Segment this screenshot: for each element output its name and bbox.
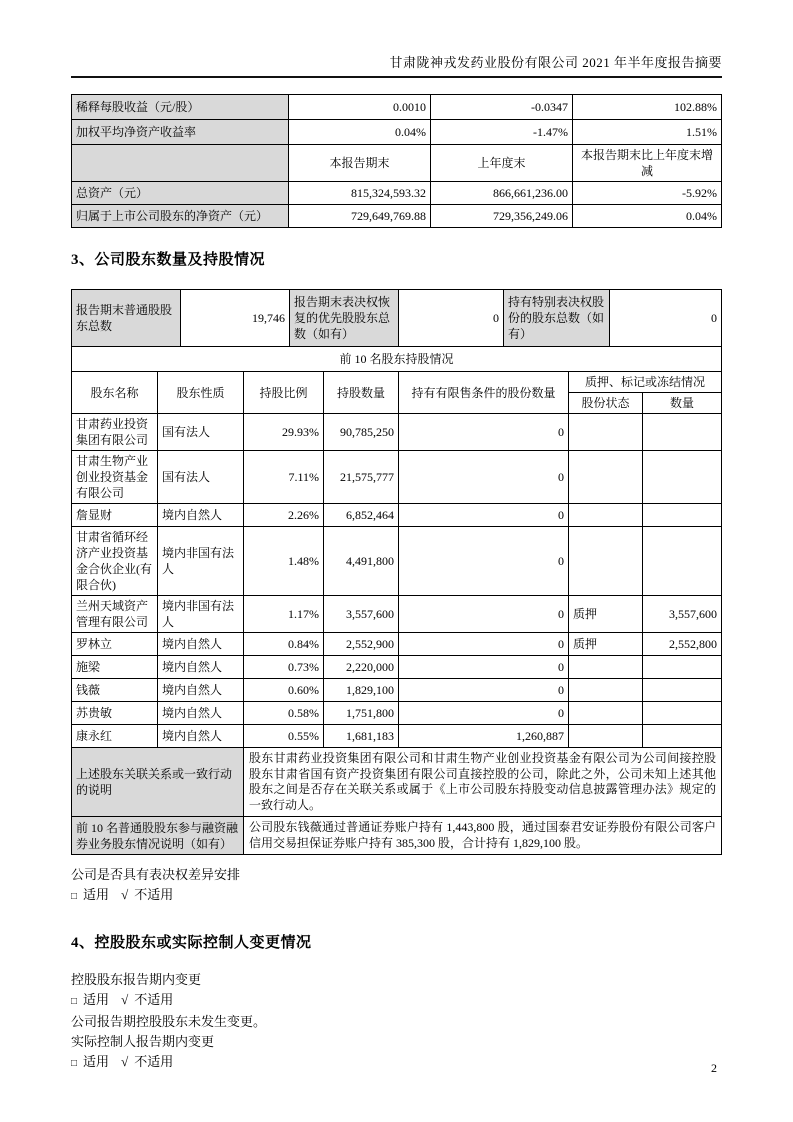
shareholding-ratio-cell: 0.58%	[244, 702, 324, 725]
shareholder-row	[72, 504, 722, 527]
current-period-value-cell: 0.04%	[289, 120, 431, 145]
col-header-status: 股份状态	[569, 393, 643, 414]
check-icon: √	[121, 992, 129, 1007]
common-shareholders-count-value: 19,746	[181, 290, 290, 347]
restricted-shares-cell: 0	[399, 451, 569, 504]
shareholder-nature-cell: 境内非国有法人	[158, 596, 244, 633]
shareholder-nature-cell: 境内自然人	[158, 504, 244, 527]
metric-label-cell: 稀释每股收益（元/股）	[72, 95, 289, 120]
top-ten-shareholders-table	[71, 346, 722, 855]
col-header-name: 股东名称	[72, 372, 158, 414]
shareholder-row	[72, 633, 722, 656]
pledge-amount-cell	[643, 451, 722, 504]
shareholder-name-cell: 罗林立	[72, 633, 158, 656]
table-header-row	[72, 372, 722, 393]
shareholding-ratio-cell: 2.26%	[244, 504, 324, 527]
shareholder-row	[72, 656, 722, 679]
shareholding-ratio-cell: 1.17%	[244, 596, 324, 633]
shareholder-name-cell: 钱薇	[72, 679, 158, 702]
common-shareholders-count-label: 报告期末普通股股东总数	[72, 290, 181, 347]
pledge-status-cell: 质押	[569, 596, 643, 633]
shareholder-name-cell: 甘肃药业投资集团有限公司	[72, 414, 158, 451]
restricted-shares-cell: 0	[399, 656, 569, 679]
prior-period-header-cell: 上年度末	[431, 145, 573, 182]
change-header-cell: 本报告期末比上年度末增减	[573, 145, 722, 182]
metric-label-cell: 总资产（元）	[72, 182, 289, 205]
pledge-status-cell	[569, 656, 643, 679]
applicable-label: 适用	[83, 1054, 110, 1069]
change-value-cell: 102.88%	[573, 95, 722, 120]
applicable-label: 适用	[83, 887, 110, 902]
prior-period-value-cell: -1.47%	[431, 120, 573, 145]
shareholder-name-cell: 施梁	[72, 656, 158, 679]
not-applicable-label: 不适用	[134, 1054, 174, 1069]
table-row	[72, 182, 722, 205]
shares-held-cell: 90,785,250	[324, 414, 399, 451]
shareholder-nature-cell: 境内自然人	[158, 702, 244, 725]
related-party-note-label: 上述股东关联关系或一致行动的说明	[72, 748, 244, 817]
pledge-amount-cell	[643, 504, 722, 527]
shareholding-ratio-cell: 0.73%	[244, 656, 324, 679]
shareholding-ratio-cell: 29.93%	[244, 414, 324, 451]
restricted-shares-cell: 0	[399, 679, 569, 702]
pledge-amount-cell: 3,557,600	[643, 596, 722, 633]
preferred-shareholders-count-label: 报告期末表决权恢复的优先股股东总数（如有）	[290, 290, 399, 347]
pledge-status-cell	[569, 527, 643, 596]
pledge-amount-cell: 2,552,800	[643, 633, 722, 656]
shareholding-ratio-cell: 0.84%	[244, 633, 324, 656]
col-header-restricted: 持有有限售条件的股份数量	[399, 372, 569, 414]
no-change-note-line: 公司报告期控股股东未发生变更。	[71, 1014, 267, 1029]
shareholding-ratio-cell: 7.11%	[244, 451, 324, 504]
blank-header-cell	[72, 145, 289, 182]
special-voting-shareholders-count-label: 持有特别表决权股份的股东总数（如有）	[504, 290, 610, 347]
pledge-status-cell	[569, 451, 643, 504]
current-period-value-cell: 729,649,769.88	[289, 205, 431, 228]
table-row	[72, 95, 722, 120]
shares-held-cell: 1,751,800	[324, 702, 399, 725]
metric-label-cell: 加权平均净资产收益率	[72, 120, 289, 145]
shareholder-row	[72, 725, 722, 748]
shareholder-nature-cell: 国有法人	[158, 451, 244, 504]
related-party-note-text: 股东甘肃药业投资集团有限公司和甘肃生物产业创业投资基金有限公司为公司间接控股股东甘肃省国有资产投资集团有限公司直接控股的公司，除此之外，公司未知上述其他股东之间是否存在关联关系或属于《上市公司股东持股变动信息披露管理办法》规定的一致行动人。	[244, 748, 722, 817]
preferred-shareholders-count-value: 0	[399, 290, 504, 347]
shareholder-nature-cell: 境内非国有法人	[158, 527, 244, 596]
pledge-amount-cell	[643, 656, 722, 679]
restricted-shares-cell: 0	[399, 504, 569, 527]
pledge-status-cell	[569, 702, 643, 725]
shareholder-nature-cell: 境内自然人	[158, 679, 244, 702]
col-header-qty: 持股数量	[324, 372, 399, 414]
pledge-status-cell	[569, 414, 643, 451]
actual-controller-change-line: 实际控制人报告期内变更	[71, 1034, 215, 1049]
pledge-status-cell	[569, 679, 643, 702]
shareholding-ratio-cell: 0.60%	[244, 679, 324, 702]
check-icon: √	[121, 1054, 129, 1069]
check-icon: √	[121, 887, 129, 902]
table-header-row	[72, 145, 722, 182]
shares-held-cell: 1,829,100	[324, 679, 399, 702]
col-header-amount: 数量	[643, 393, 722, 414]
restricted-shares-cell: 0	[399, 414, 569, 451]
shareholder-name-cell: 甘肃生物产业创业投资基金有限公司	[72, 451, 158, 504]
table-row	[72, 205, 722, 228]
pledge-amount-cell	[643, 725, 722, 748]
shareholding-ratio-cell: 0.55%	[244, 725, 324, 748]
shares-held-cell: 6,852,464	[324, 504, 399, 527]
change-value-cell: 1.51%	[573, 120, 722, 145]
not-applicable-label: 不适用	[134, 992, 174, 1007]
section-4-heading: 4、控股股东或实际控制人变更情况	[71, 935, 312, 951]
shareholder-name-cell: 詹显财	[72, 504, 158, 527]
pledge-amount-cell	[643, 414, 722, 451]
shareholder-row	[72, 451, 722, 504]
checkbox-unchecked-icon: □	[71, 891, 78, 902]
shareholder-row	[72, 702, 722, 725]
shareholding-ratio-cell: 1.48%	[244, 527, 324, 596]
pledge-amount-cell	[643, 679, 722, 702]
shareholder-name-cell: 康永红	[72, 725, 158, 748]
section-3-heading: 3、公司股东数量及持股情况	[71, 252, 266, 268]
change-value-cell: 0.04%	[573, 205, 722, 228]
shareholder-row	[72, 414, 722, 451]
pledge-amount-cell	[643, 527, 722, 596]
applicable-label: 适用	[83, 992, 110, 1007]
shareholder-name-cell: 苏贵敏	[72, 702, 158, 725]
checkbox-unchecked-icon: □	[71, 996, 78, 1007]
margin-trading-note-row	[72, 817, 722, 855]
pledge-amount-cell	[643, 702, 722, 725]
restricted-shares-cell: 0	[399, 527, 569, 596]
table-row	[72, 290, 722, 347]
prior-period-value-cell: 729,356,249.06	[431, 205, 573, 228]
prior-period-value-cell: 866,661,236.00	[431, 182, 573, 205]
shareholder-row	[72, 679, 722, 702]
metric-label-cell: 归属于上市公司股东的净资产（元）	[72, 205, 289, 228]
current-period-value-cell: 815,324,593.32	[289, 182, 431, 205]
restricted-shares-cell: 0	[399, 596, 569, 633]
applicability-options-controlling	[71, 990, 722, 1012]
current-period-header-cell: 本报告期末	[289, 145, 431, 182]
shares-held-cell: 2,552,900	[324, 633, 399, 656]
shares-held-cell: 2,220,000	[324, 656, 399, 679]
shareholder-name-cell: 兰州天域资产管理有限公司	[72, 596, 158, 633]
table-row	[72, 120, 722, 145]
shares-held-cell: 1,681,183	[324, 725, 399, 748]
applicability-options-actual-controller	[71, 1052, 722, 1074]
shares-held-cell: 3,557,600	[324, 596, 399, 633]
voting-rights-difference-line: 公司是否具有表决权差异安排	[71, 867, 241, 882]
prior-period-value-cell: -0.0347	[431, 95, 573, 120]
report-header-title: 甘肃陇神戎发药业股份有限公司 2021 年半年度报告摘要	[71, 0, 722, 78]
col-header-ratio: 持股比例	[244, 372, 324, 414]
page-number: 2	[711, 1061, 717, 1075]
table-banner-row	[72, 347, 722, 372]
pledge-status-cell	[569, 504, 643, 527]
shareholder-row	[72, 596, 722, 633]
shareholder-name-cell: 甘肃省循环经济产业投资基金合伙企业(有限合伙)	[72, 527, 158, 596]
top-ten-banner-cell: 前 10 名股东持股情况	[72, 347, 722, 372]
col-header-nature: 股东性质	[158, 372, 244, 414]
shareholder-nature-cell: 境内自然人	[158, 633, 244, 656]
margin-trading-note-label: 前 10 名普通股股东参与融资融券业务股东情况说明（如有）	[72, 817, 244, 855]
checkbox-unchecked-icon: □	[71, 1058, 78, 1069]
shares-held-cell: 4,491,800	[324, 527, 399, 596]
shares-held-cell: 21,575,777	[324, 451, 399, 504]
change-value-cell: -5.92%	[573, 182, 722, 205]
pledge-status-cell	[569, 725, 643, 748]
applicability-options-voting	[71, 885, 722, 907]
financial-summary-table	[71, 94, 722, 228]
restricted-shares-cell: 1,260,887	[399, 725, 569, 748]
shareholder-row	[72, 527, 722, 596]
restricted-shares-cell: 0	[399, 702, 569, 725]
shareholder-nature-cell: 国有法人	[158, 414, 244, 451]
related-party-note-row	[72, 748, 722, 817]
restricted-shares-cell: 0	[399, 633, 569, 656]
special-voting-shareholders-count-value: 0	[610, 290, 722, 347]
shareholder-counts-table	[71, 289, 722, 347]
margin-trading-note-text: 公司股东钱薇通过普通证券账户持有 1,443,800 股，通过国泰君安证券股份有限公司客户信用交易担保证券账户持有 385,300 股，合计持有 1,829,100 股。	[244, 817, 722, 855]
current-period-value-cell: 0.0010	[289, 95, 431, 120]
controlling-shareholder-change-line: 控股股东报告期内变更	[71, 972, 202, 987]
not-applicable-label: 不适用	[134, 887, 174, 902]
shareholder-nature-cell: 境内自然人	[158, 656, 244, 679]
pledge-status-cell: 质押	[569, 633, 643, 656]
shareholder-nature-cell: 境内自然人	[158, 725, 244, 748]
col-header-pledge-group: 质押、标记或冻结情况	[569, 372, 722, 393]
